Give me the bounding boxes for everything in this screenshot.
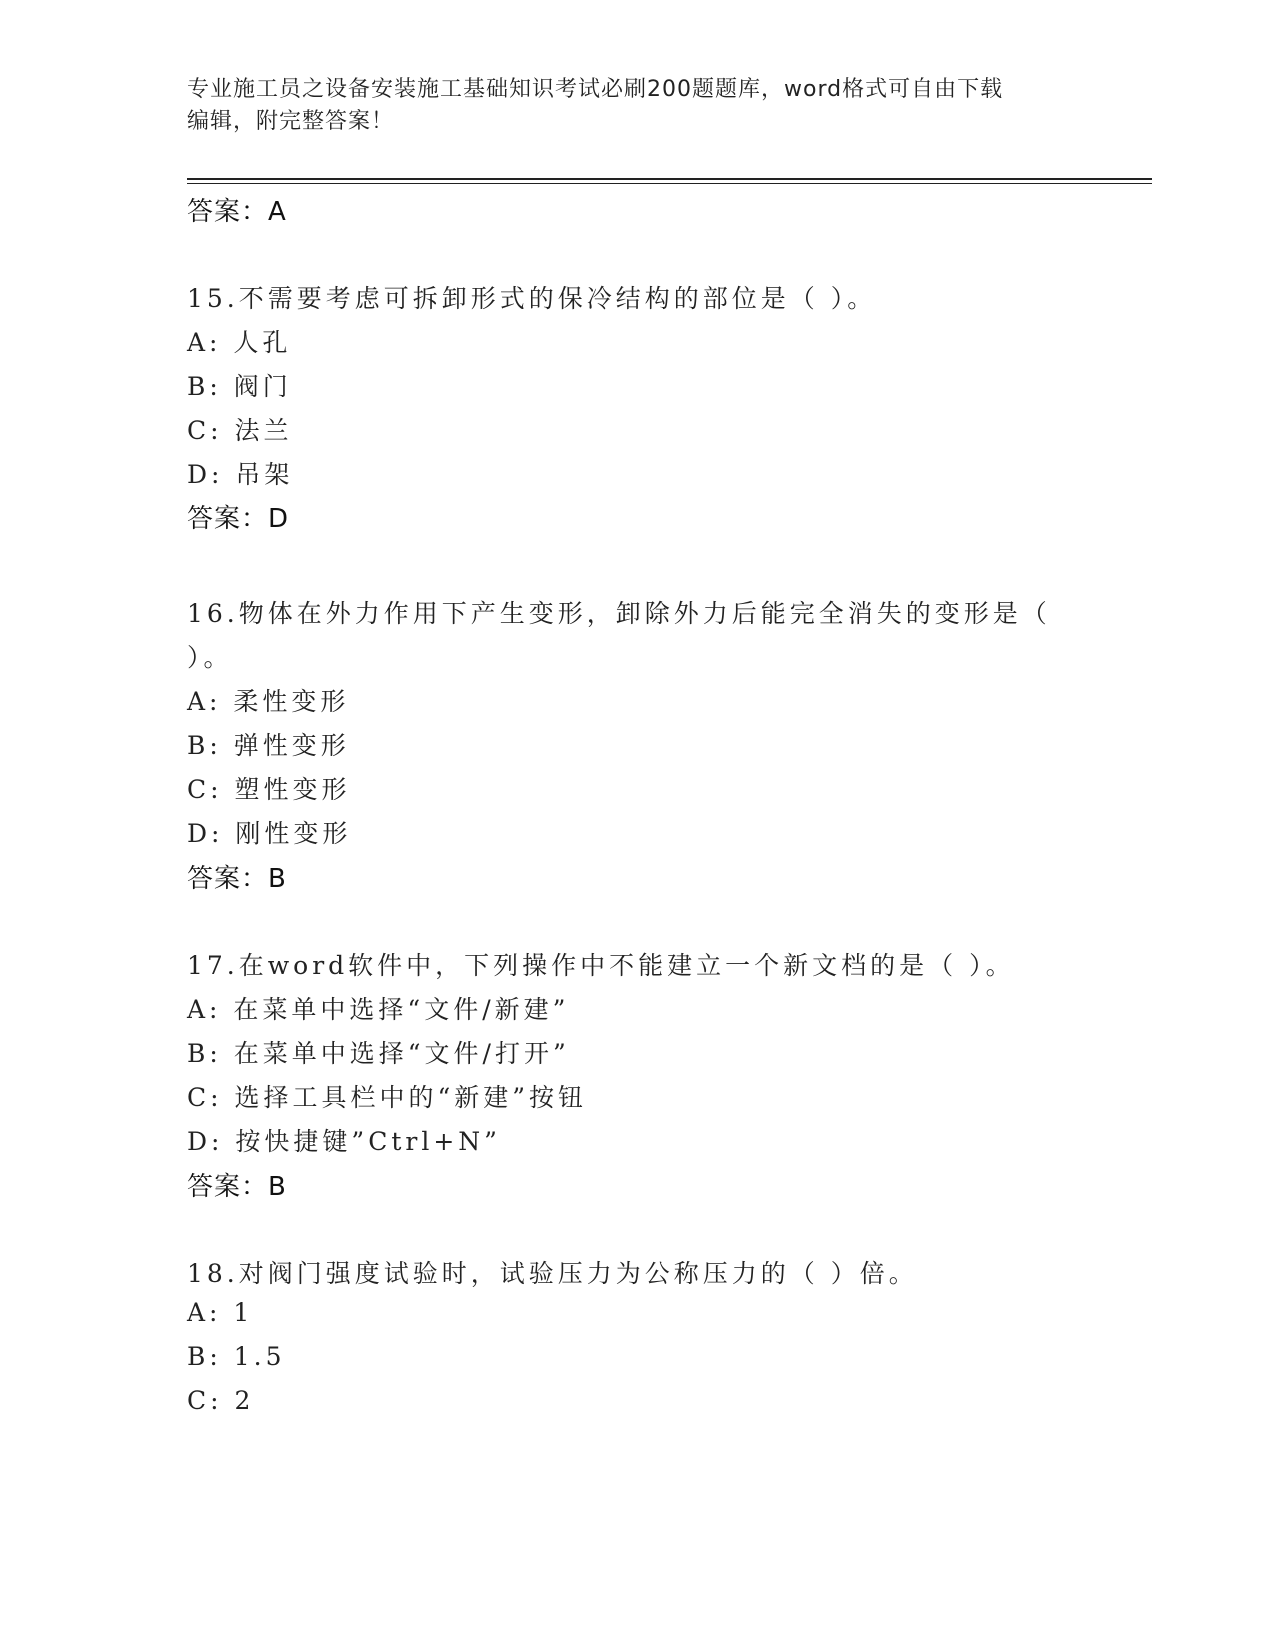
question-15-option-b: B: 阀门: [187, 372, 292, 401]
question-16-stem-line-1: 16.物体在外力作用下产生变形，卸除外力后能完全消失的变形是（: [187, 599, 1051, 628]
question-16-stem-line-2: ）。: [187, 643, 233, 672]
question-17-stem: 17.在word软件中，下列操作中不能建立一个新文档的是（ ）。: [187, 951, 1015, 980]
header-rule-thick: [187, 178, 1152, 180]
question-18-stem: 18.对阀门强度试验时，试验压力为公称压力的（ ）倍。: [187, 1259, 918, 1288]
answer-value: B: [268, 864, 287, 894]
question-16-answer: [187, 858, 287, 895]
answer-label: 答案：: [187, 197, 269, 227]
question-18-option-b: B: 1.5: [187, 1342, 286, 1371]
question-16-option-a: A: 柔性变形: [187, 687, 350, 716]
question-15-option-c: C: 法兰: [187, 416, 293, 445]
answer-prev: [187, 191, 287, 228]
question-15-stem: 15.不需要考虑可拆卸形式的保冷结构的部位是（ ）。: [187, 284, 877, 313]
question-17-answer: [187, 1166, 287, 1203]
header-rule-thin: [187, 183, 1152, 184]
question-15-answer: [187, 498, 289, 535]
question-18-option-c: C: 2: [187, 1386, 255, 1415]
question-17-option-b: B: 在菜单中选择“文件/打开”: [187, 1039, 570, 1068]
answer-label: 答案：: [187, 1172, 269, 1202]
question-16-option-d: D: 刚性变形: [187, 819, 352, 848]
question-17-option-a: A: 在菜单中选择“文件/新建”: [187, 995, 570, 1024]
answer-value: B: [268, 1172, 287, 1202]
question-17-option-c: C: 选择工具栏中的“新建”按钮: [187, 1083, 588, 1112]
question-17-option-d: D: 按快捷键”Ctrl+N”: [187, 1127, 501, 1156]
answer-value: D: [268, 504, 290, 534]
answer-label: 答案：: [187, 864, 269, 894]
header-title-line-1: 专业施工员之设备安装施工基础知识考试必刷200题题库，word格式可自由下载: [187, 77, 1004, 102]
question-16-option-c: C: 塑性变形: [187, 775, 351, 804]
question-15-option-a: A: 人孔: [187, 328, 292, 357]
question-15-option-d: D: 吊架: [187, 460, 294, 489]
question-18-option-a: A: 1: [187, 1298, 254, 1327]
question-16-option-b: B: 弹性变形: [187, 731, 350, 760]
answer-label: 答案：: [187, 504, 269, 534]
header-title-line-2: 编辑，附完整答案！: [187, 109, 395, 134]
document-header: [187, 74, 1067, 138]
answer-value: A: [268, 197, 287, 227]
